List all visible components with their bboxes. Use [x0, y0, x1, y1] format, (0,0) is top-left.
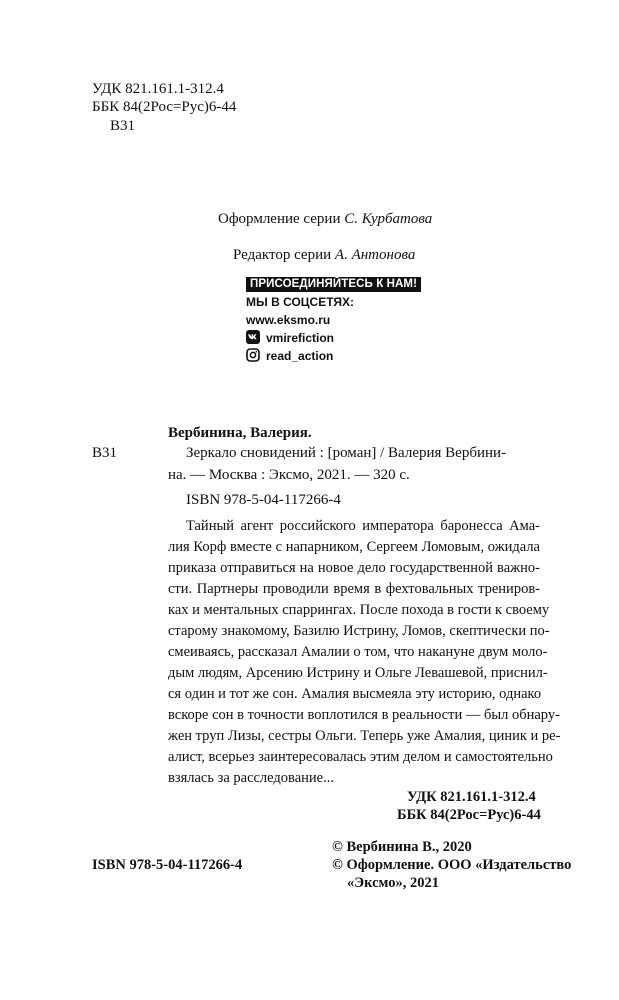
catalog-mark: В31 [92, 445, 118, 461]
footer-isbn: ISBN 978-5-04-117266-4 [92, 857, 243, 873]
annotation-line: старому знакомому, Базилю Истрину, Ломов, скептически по- [168, 623, 550, 639]
series-editor-credit [233, 246, 415, 264]
vk-icon [246, 330, 260, 344]
instagram-handle: read_action [266, 349, 334, 363]
series-design-prefix: Оформление серии [218, 211, 341, 227]
annotation-line: вскоре сон в точности воплотился в реальности — был обнару- [168, 707, 560, 723]
vk-handle: vmirefiction [266, 331, 335, 345]
annotation-line: жен труп Лизы, сестры Ольги. Теперь уже Амалия, циник и ре- [168, 728, 561, 744]
footer-bbk-code: ББК 84(2Рос=Рус)6-44 [397, 807, 541, 823]
annotation-line: алист, всерьез заинтересовалась этим делом и самостоятельно [168, 749, 553, 765]
udk-code: УДК 821.161.1-312.4 [92, 81, 224, 97]
annotation-line: взялась за расследование... [168, 770, 334, 786]
annotation-line: Тайный агент российского императора баронесса Ама- [186, 518, 540, 534]
series-editor-name: А. Антонова [334, 247, 416, 263]
bbk-code: ББК 84(2Рос=Рус)6-44 [92, 99, 237, 115]
catalog-isbn: ISBN 978-5-04-117266-4 [186, 492, 341, 508]
join-us-badge: ПРИСОЕДИНЯЙТЕСЬ К НАМ! [246, 277, 421, 292]
description-line-1: Зеркало сновидений : [роман] / Валерия Вербини- [186, 445, 507, 461]
annotation-line: дым людям, Арсению Истрину и Ольге Левашевой, приснил- [168, 665, 548, 681]
annotation-line: лия Корф вместе с напарником, Сергеем Ломовым, ожидала [168, 539, 540, 555]
description-line-2: на. — Москва : Эксмо, 2021. — 320 с. [168, 467, 410, 483]
vk-link[interactable] [246, 330, 334, 346]
annotation-paragraph [168, 516, 561, 789]
annotation-line: приказа отправиться на новое дело государственной важно- [168, 560, 540, 576]
footer-udk-code: УДК 821.161.1-312.4 [407, 789, 536, 805]
annotation-line: сти. Партнеры проводили время в фехтовальных трениров- [168, 581, 540, 597]
author-mark: В31 [110, 118, 136, 134]
website-link[interactable]: www.eksmo.ru [246, 313, 331, 327]
annotation-line: ках и ментальных спаррингах. После похода в гости к своему [168, 602, 550, 618]
series-design-name: С. Курбатова [344, 211, 433, 227]
annotation-line: ся один и тот же сон. Амалия высмеяла эту историю, однако [168, 686, 542, 702]
copyright-author: © Вербинина В., 2020 [332, 839, 472, 855]
instagram-link[interactable] [246, 348, 333, 364]
series-design-credit [218, 210, 432, 228]
copyright-design-line-2: «Эксмо», 2021 [347, 875, 439, 891]
social-subtitle: МЫ В СОЦСЕТЯХ: [246, 295, 355, 309]
author-heading: Вербинина, Валерия. [168, 425, 312, 441]
instagram-icon [246, 348, 260, 362]
copyright-design-line-1: © Оформление. ООО «Издательство [332, 857, 572, 873]
annotation-line: смеиваясь, рассказал Амалии о том, что накануне двум моло- [168, 644, 548, 660]
series-editor-prefix: Редактор серии [233, 247, 332, 263]
